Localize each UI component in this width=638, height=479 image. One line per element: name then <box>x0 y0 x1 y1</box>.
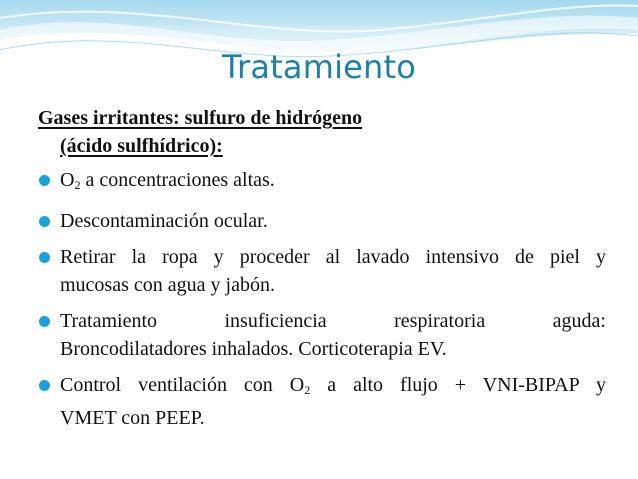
bullet-item-oxygen <box>38 166 606 199</box>
bullet-text-line-1 <box>60 243 606 271</box>
bullet-subscript: 2 <box>304 383 311 397</box>
bullet-word: respiratoria <box>394 310 486 332</box>
bullet-text-line-2: Broncodilatadores inhalados. Corticoterapia EV. <box>60 338 447 360</box>
bullet-text-line-1 <box>60 307 606 335</box>
bullet-text-post: a alto flujo + VNI-BIPAP y <box>310 374 606 396</box>
subheading-line-1: Gases irritantes: sulfuro de hidrógeno <box>38 107 363 129</box>
subheading-line-2: (ácido sulfhídrico): <box>60 135 223 157</box>
bullet-text-line-1 <box>60 371 606 404</box>
bullet-dot-icon <box>39 216 50 227</box>
bullet-item-respiratoria <box>38 307 606 363</box>
subheading <box>38 104 606 160</box>
slide-title: Tratamiento <box>221 48 417 86</box>
bullet-list <box>38 166 606 432</box>
bullet-text-line-2: VMET con PEEP. <box>60 407 205 429</box>
bullet-text-line-2: mucosas con agua y jabón. <box>60 274 275 296</box>
bullet-word: aguda: <box>552 310 606 332</box>
bullet-line-1-text: Retirar la ropa y proceder al lavado intensivo de piel y <box>60 246 606 268</box>
bullet-word: Tratamiento <box>60 310 158 332</box>
bullet-dot-icon <box>39 252 50 263</box>
bullet-item-ocular <box>38 207 606 235</box>
bullet-subscript: 2 <box>74 178 81 192</box>
bullet-dot-icon <box>39 175 50 186</box>
bullet-text-pre: O <box>60 169 75 191</box>
bullet-item-ropa <box>38 243 606 299</box>
slide-content <box>38 104 606 440</box>
bullet-item-ventilacion <box>38 371 606 432</box>
bullet-text-post: a concentraciones altas. <box>80 169 275 191</box>
bullet-dot-icon <box>39 316 50 327</box>
bullet-text-pre: Control ventilación con O <box>60 374 305 396</box>
bullet-dot-icon <box>39 380 50 391</box>
bullet-text: Descontaminación ocular. <box>60 210 268 232</box>
bullet-word: insuficiencia <box>224 310 327 332</box>
